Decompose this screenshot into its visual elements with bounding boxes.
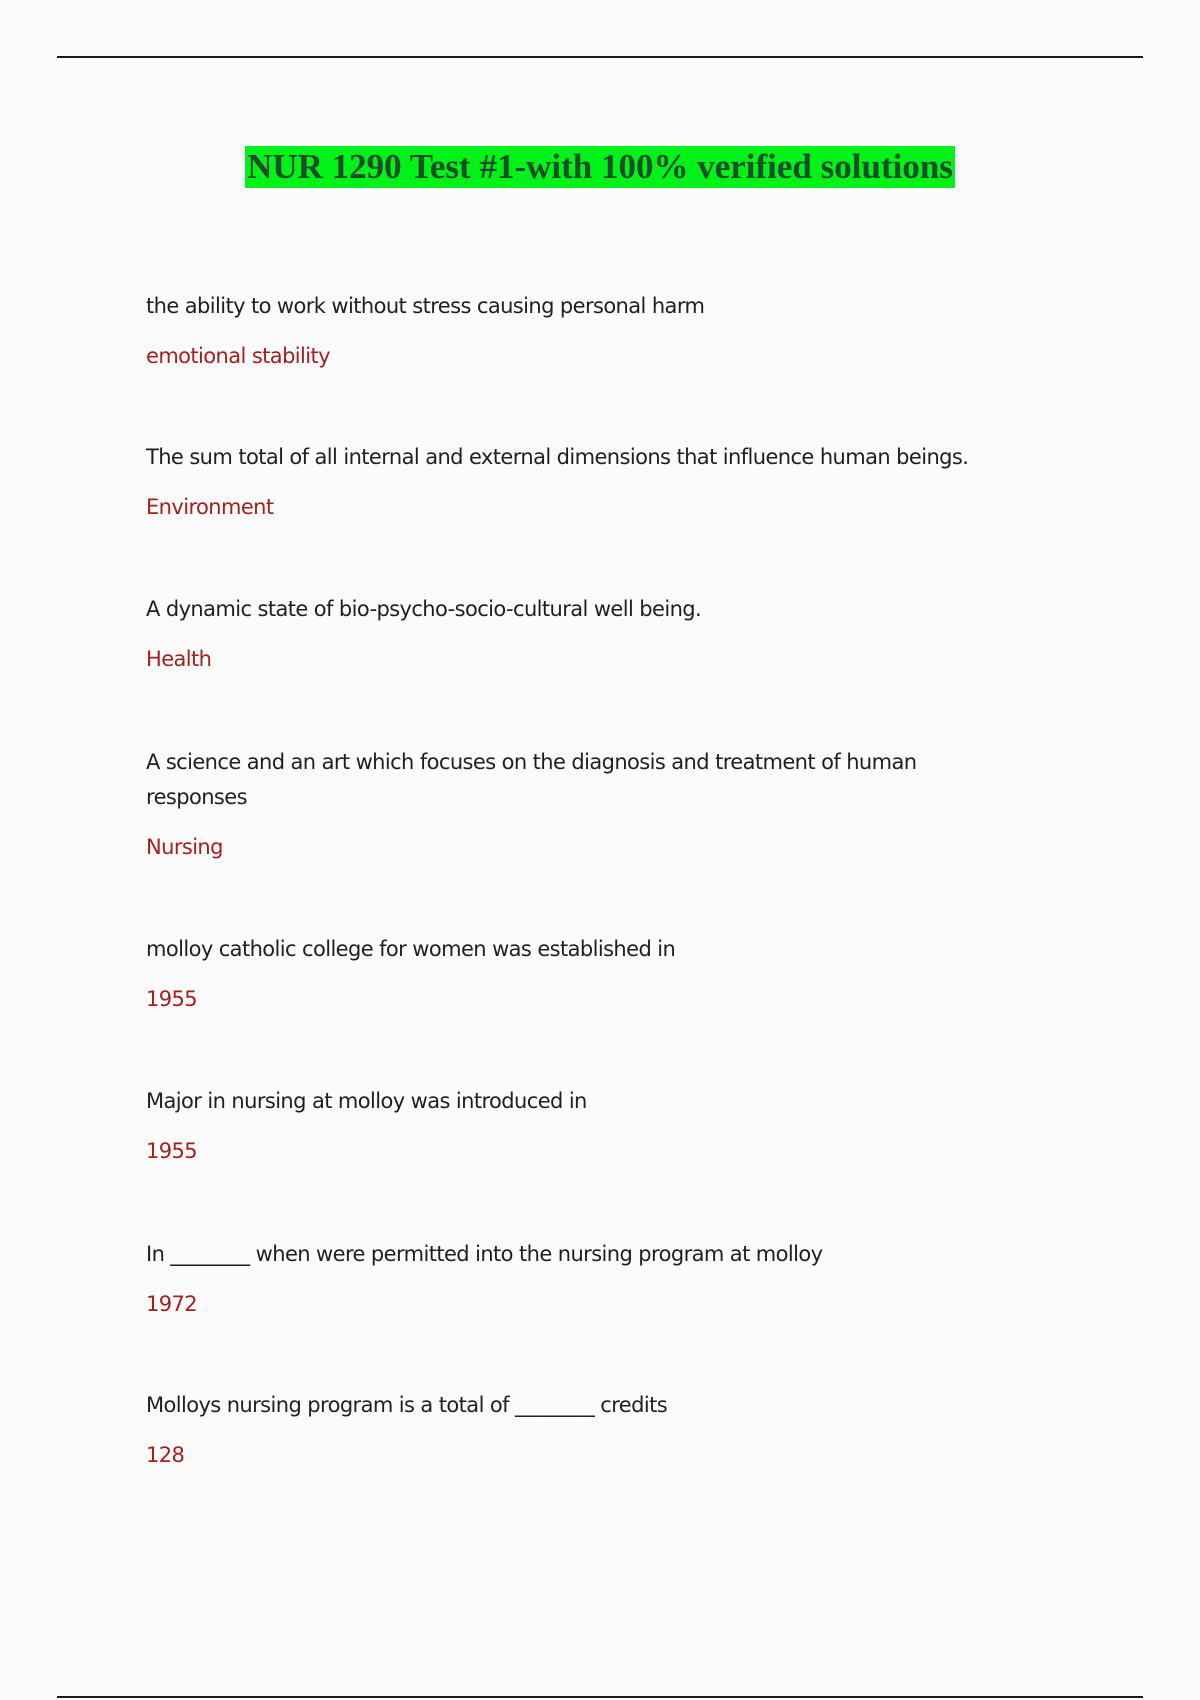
answer-text: Environment [146,495,274,519]
qa-item [146,440,1066,525]
qa-item [146,1237,1066,1322]
qa-item [146,289,1066,374]
answer-text: 1955 [146,1139,198,1163]
question-text: The sum total of all internal and external dimensions that influence human beings. [146,445,969,469]
qa-item [146,1084,1066,1169]
answer-text: Nursing [146,835,223,859]
title-block [0,146,1200,188]
question-text: the ability to work without stress causing personal harm [146,294,705,318]
question-text: molloy catholic college for women was established in [146,937,676,961]
question-text: Molloys nursing program is a total of ________ credits [146,1393,668,1417]
answer-text: 1955 [146,987,198,1011]
answer-text: 128 [146,1443,185,1467]
qa-item [146,932,1066,1017]
question-text: A dynamic state of bio-psycho-socio-cultural well being. [146,597,702,621]
answer-text: 1972 [146,1292,198,1316]
bottom-rule [57,1696,1143,1698]
qa-item [146,745,986,865]
question-text: Major in nursing at molloy was introduced in [146,1089,587,1113]
question-text: A science and an art which focuses on the diagnosis and treatment of human responses [146,750,917,809]
top-rule [57,56,1143,58]
qa-item [146,1388,1066,1473]
answer-text: Health [146,647,212,671]
question-text: In ________ when were permitted into the nursing program at molloy [146,1242,823,1266]
document-title: NUR 1290 Test #1-with 100% verified solutions [247,147,953,186]
qa-item [146,592,1066,677]
answer-text: emotional stability [146,344,330,368]
